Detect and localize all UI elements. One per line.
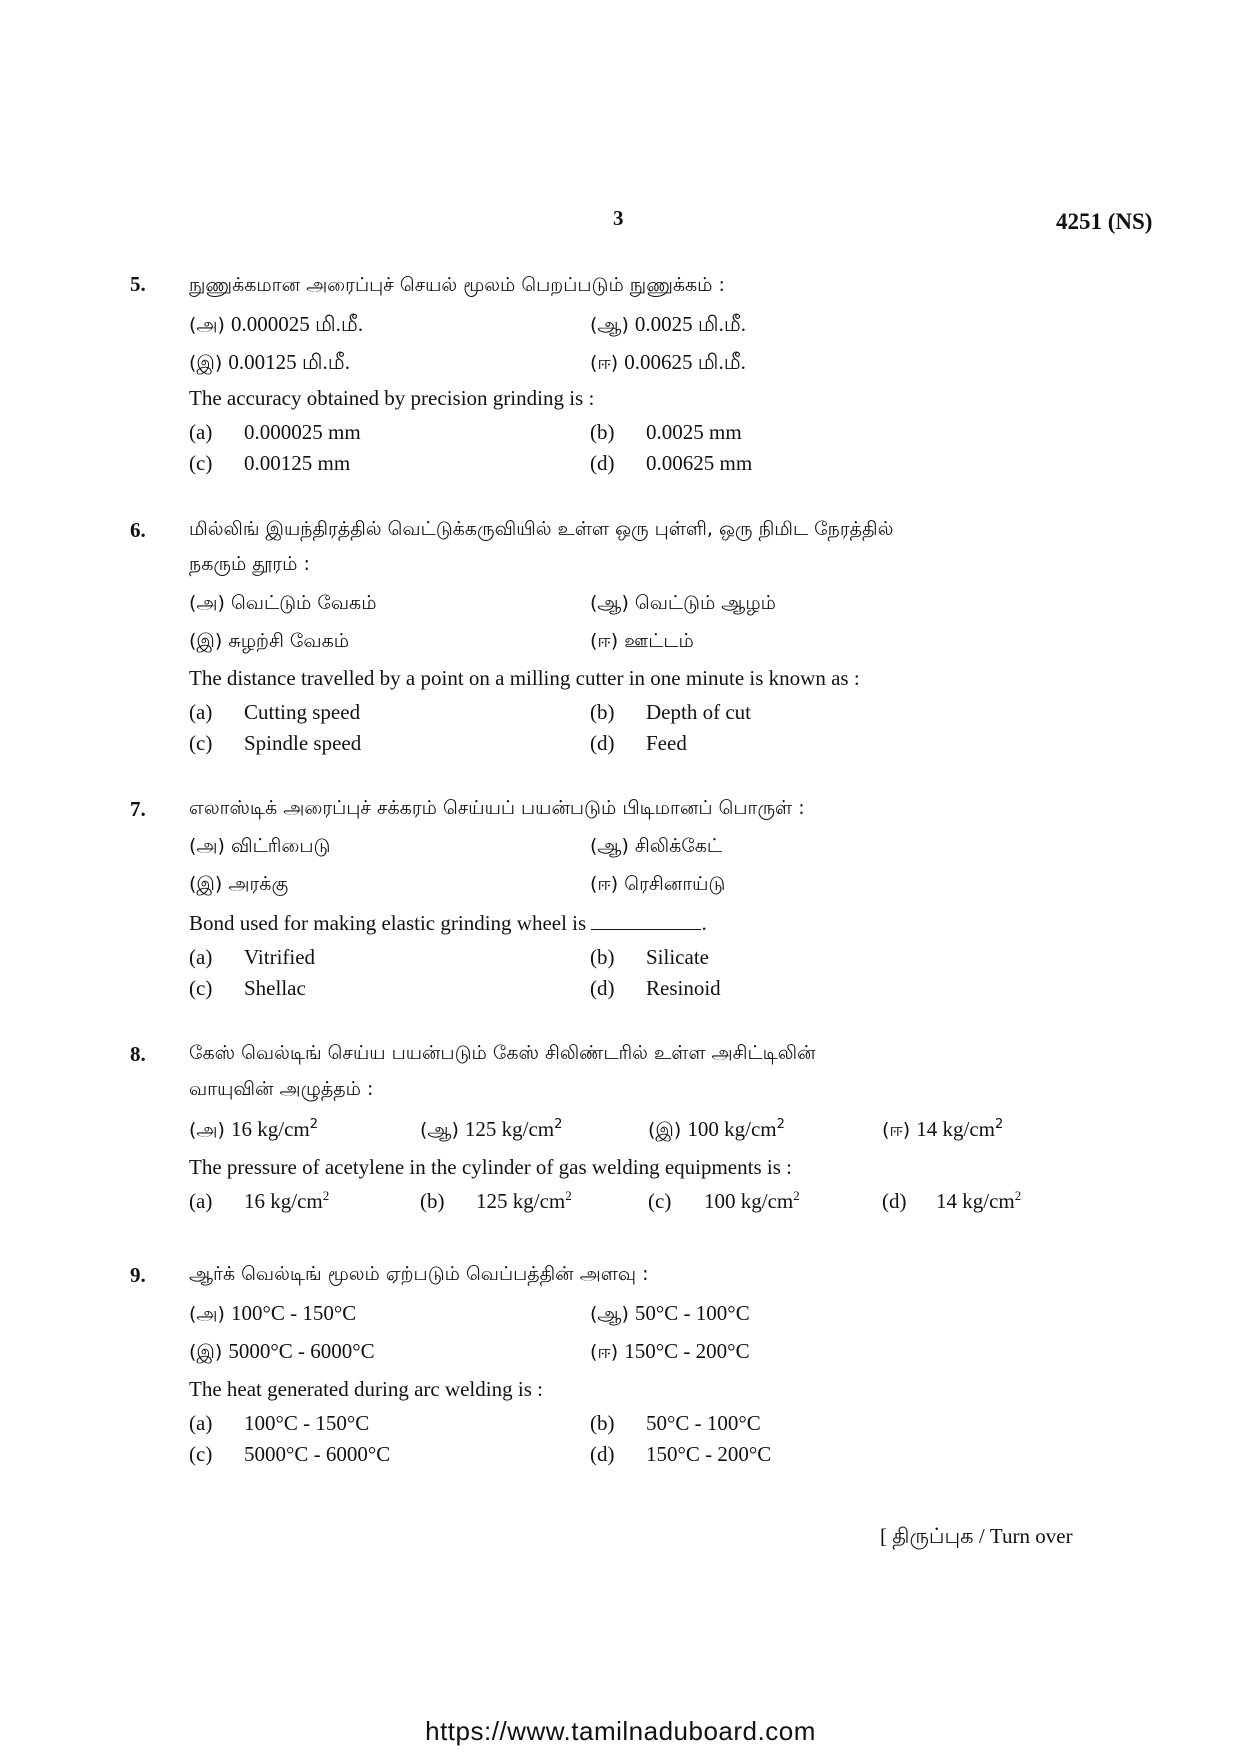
tamil-option-d: (ஈ) 0.00625 மி.மீ.	[590, 350, 746, 374]
english-option-label: (b)	[590, 700, 615, 724]
tamil-option-d: (ஈ) 150°C - 200°C	[590, 1339, 750, 1363]
english-option-label: (b)	[590, 1411, 615, 1435]
english-option-b: Silicate	[646, 945, 709, 969]
english-option-c: 100 $kg/cm^2$	[704, 1188, 800, 1213]
english-option-b: 0.0025 mm	[646, 420, 742, 444]
tamil-option-c: (இ) அரக்கு	[189, 873, 289, 895]
tamil-option-b: (ஆ) வெட்டும் ஆழம்	[590, 592, 776, 614]
english-option-label: (d)	[590, 976, 615, 1000]
tamil-option-d: (ஈ) ரெசினாய்டு	[590, 873, 726, 895]
tamil-option-d: (ஈ) ஊட்டம்	[590, 630, 694, 652]
tamil-option-a: (அ) 0.000025 மி.மீ.	[189, 312, 364, 336]
english-option-label: (a)	[189, 420, 213, 444]
question-number: 8.	[130, 1042, 146, 1066]
english-question-text: The distance travelled by a point on a milling cutter in one minute is known as :	[189, 666, 860, 690]
english-option-d: Feed	[646, 731, 687, 755]
tamil-question-text: நகரும் தூரம் :	[189, 553, 310, 575]
english-option-label: (a)	[189, 700, 213, 724]
english-option-label: (c)	[189, 976, 213, 1000]
english-question-text: The accuracy obtained by precision grinding is :	[189, 386, 595, 410]
tamil-option-d: (ஈ) 14 $kg/cm^2$	[882, 1117, 1004, 1141]
source-url[interactable]: https://www.tamilnaduboard.com	[425, 1716, 816, 1746]
english-option-label: (d)	[590, 451, 615, 475]
tamil-question-text: மில்லிங் இயந்திரத்தில் வெட்டுக்கருவியில் உள்ள ஒரு புள்ளி, ஒரு நிமிட நேரத்தில்	[189, 518, 894, 540]
english-question-text: The pressure of acetylene in the cylinder of gas welding equipments is :	[189, 1155, 792, 1179]
english-option-b: Depth of cut	[646, 700, 751, 724]
english-option-label: (c)	[189, 451, 213, 475]
english-option-d: Resinoid	[646, 976, 721, 1000]
answer-blank	[591, 911, 701, 930]
english-option-label: (c)	[648, 1189, 672, 1213]
english-option-a: Vitrified	[244, 945, 316, 969]
english-option-label: (b)	[590, 945, 615, 969]
english-option-label: (d)	[590, 731, 615, 755]
tamil-option-a: (அ) வெட்டும் வேகம்	[189, 592, 377, 614]
english-option-label: (a)	[189, 1189, 213, 1213]
english-option-c: Shellac	[244, 976, 306, 1000]
tamil-option-b: (ஆ) 50°C - 100°C	[590, 1301, 750, 1325]
tamil-question-text: வாயுவின் அழுத்தம் :	[189, 1078, 374, 1100]
english-option-d: 14 $kg/cm^2$	[936, 1188, 1022, 1213]
english-question-text: The heat generated during arc welding is :	[189, 1377, 543, 1401]
english-option-c: 5000°C - 6000°C	[244, 1442, 391, 1466]
tamil-question-text: எலாஸ்டிக் அரைப்புச் சக்கரம் செய்யப் பயன்படும் பிடிமானப் பொருள் :	[189, 797, 805, 819]
english-option-label: (a)	[189, 945, 213, 969]
english-option-d: 0.00625 mm	[646, 451, 753, 475]
english-option-b: 50°C - 100°C	[646, 1411, 761, 1435]
question-number: 9.	[130, 1263, 146, 1287]
english-question-text: Bond used for making elastic grinding wheel is .	[189, 911, 707, 935]
page-number: 3	[613, 206, 624, 230]
english-option-label: (c)	[189, 1442, 213, 1466]
english-option-a: Cutting speed	[244, 700, 361, 724]
paper-code: 4251 (NS)	[1056, 209, 1153, 234]
english-option-d: 150°C - 200°C	[646, 1442, 772, 1466]
tamil-option-a: (அ) 16 $kg/cm^2$	[189, 1117, 319, 1141]
turn-over-note: [ திருப்புக / Turn over	[880, 1524, 1073, 1548]
english-option-label: (d)	[882, 1189, 907, 1213]
english-option-a: 100°C - 150°C	[244, 1411, 370, 1435]
english-option-label: (a)	[189, 1411, 213, 1435]
question-number: 6.	[130, 518, 146, 542]
tamil-question-text: கேஸ் வெல்டிங் செய்ய பயன்படும் கேஸ் சிலிண்டரில் உள்ள அசிட்டிலின்	[189, 1042, 816, 1064]
tamil-option-b: (ஆ) சிலிக்கேட்	[590, 835, 723, 857]
question-number: 5.	[130, 272, 146, 296]
tamil-option-b: (ஆ) 125 $kg/cm^2$	[420, 1117, 563, 1141]
tamil-question-text: நுணுக்கமான அரைப்புச் செயல் மூலம் பெறப்படும் நுணுக்கம் :	[189, 274, 725, 296]
english-option-label: (b)	[420, 1189, 445, 1213]
english-option-label: (b)	[590, 420, 615, 444]
english-option-a: 0.000025 mm	[244, 420, 361, 444]
tamil-option-b: (ஆ) 0.0025 மி.மீ.	[590, 312, 747, 336]
english-option-b: 125 $kg/cm^2$	[476, 1188, 572, 1213]
tamil-option-a: (அ) 100°C - 150°C	[189, 1301, 357, 1325]
tamil-option-a: (அ) விட்ரிபைடு	[189, 835, 331, 857]
english-option-c: 0.00125 mm	[244, 451, 351, 475]
tamil-option-c: (இ) 100 $kg/cm^2$	[648, 1117, 785, 1141]
tamil-question-text: ஆர்க் வெல்டிங் மூலம் ஏற்படும் வெப்பத்தின் அளவு :	[189, 1263, 649, 1285]
english-option-label: (d)	[590, 1442, 615, 1466]
english-option-c: Spindle speed	[244, 731, 362, 755]
tamil-option-c: (இ) 0.00125 மி.மீ.	[189, 350, 350, 374]
english-option-label: (c)	[189, 731, 213, 755]
question-number: 7.	[130, 797, 146, 821]
tamil-option-c: (இ) 5000°C - 6000°C	[189, 1339, 375, 1363]
english-option-a: 16 $kg/cm^2$	[244, 1188, 330, 1213]
tamil-option-c: (இ) சுழற்சி வேகம்	[189, 630, 350, 652]
